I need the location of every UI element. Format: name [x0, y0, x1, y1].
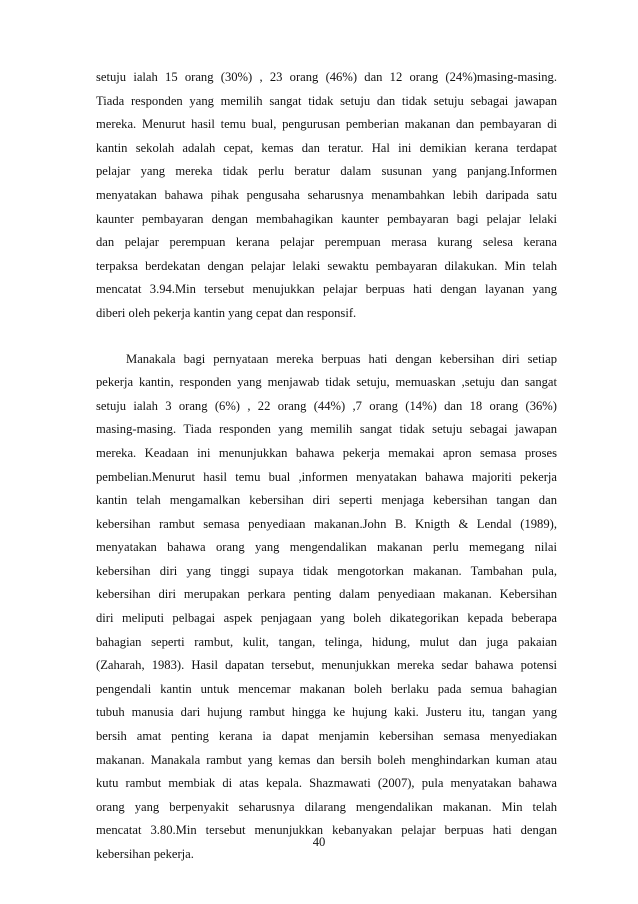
- text-line: kebersihan diri yang tinggi supaya tidak mengotorkan makanan. Tambahan pula,: [96, 563, 557, 578]
- paragraph-worker-hygiene: [96, 348, 557, 867]
- text-line: diberi oleh pekerja kantin yang cepat dan responsif.: [96, 305, 357, 320]
- text-line: mereka. Keadaan ini menunjukkan bahawa pekerja memakai apron semasa proses: [96, 445, 557, 460]
- text-line: pelajar yang mereka tidak perlu beratur dalam susunan yang panjang.Informen: [96, 164, 557, 179]
- text-line: kutu rambut membiak di atas kepala. Shazmawati (2007), pula menyatakan bahawa: [96, 776, 557, 791]
- text-line: pembelian.Menurut hasil temu bual ,informen menyatakan bahawa majoriti pekerja: [96, 469, 557, 484]
- text-line: masing-masing. Tiada responden yang memilih sangat tidak setuju sebagai jawapan: [96, 422, 557, 437]
- text-line: Manakala bagi pernyataan mereka berpuas hati dengan kebersihan diri setiap: [126, 351, 557, 366]
- text-line: bahagian seperti rambut, kulit, tangan, telinga, hidung, mulut dan juga pakaian: [96, 634, 557, 649]
- text-line: mereka. Menurut hasil temu bual, pengurusan pemberian makanan dan pembayaran di: [96, 117, 557, 132]
- text-line: mencatat 3.94.Min tersebut menujukkan pelajar berpuas hati dengan layanan yang: [96, 282, 557, 297]
- text-line: pekerja kantin, responden yang menjawab tidak setuju, memuaskan ,setuju dan sangat: [96, 375, 557, 390]
- text-line: setuju ialah 15 orang (30%) , 23 orang (46%) dan 12 orang (24%)masing-masing.: [96, 70, 557, 84]
- text-line: kebersihan pekerja.: [96, 847, 194, 861]
- text-line: makanan. Manakala rambut yang kemas dan bersih boleh menghindarkan kuman atau: [96, 752, 557, 767]
- paragraph-spacer: [96, 326, 557, 348]
- text-line: bersih amat penting kerana ia dapat menjamin kebersihan semasa menyediakan: [96, 729, 557, 744]
- text-line: menyatakan bahawa orang yang mengendalikan makanan perlu memegang nilai: [96, 540, 557, 555]
- text-line: pengendali kantin untuk mencemar makanan boleh berlaku pada semua bahagian: [96, 681, 557, 696]
- text-line: orang yang berpenyakit seharusnya dilarang mengendalikan makanan. Min telah: [96, 799, 557, 814]
- document-page: [96, 66, 557, 867]
- text-line: terpaksa berdekatan dengan pelajar lelaki sewaktu pembayaran dilakukan. Min telah: [96, 258, 557, 273]
- text-line: kantin sekolah adalah cepat, kemas dan teratur. Hal ini demikian kerana terdapat: [96, 140, 557, 155]
- page-number: 40: [312, 835, 326, 849]
- text-line: tubuh manusia dari hujung rambut hingga ke hujung kaki. Justeru itu, tangan yang: [96, 705, 557, 720]
- text-line: menyatakan bahawa pihak pengusaha seharusnya menambahkan lebih daripada satu: [96, 187, 557, 202]
- paragraph-canteen-service: [96, 66, 557, 326]
- text-line: (Zaharah, 1983). Hasil dapatan tersebut, menunjukkan mereka sedar bahawa potensi: [96, 658, 557, 673]
- text-line: kantin telah mengamalkan kebersihan diri seperti menjaga kebersihan tangan dan: [96, 493, 557, 508]
- text-line: Tiada responden yang memilih sangat tidak setuju dan tidak setuju sebagai jawapan: [96, 93, 557, 108]
- text-line: kebersihan rambut semasa penyediaan makanan.John B. Knigth & Lendal (1989),: [96, 516, 557, 531]
- text-line: kaunter pembayaran dengan membahagikan kaunter pembayaran bagi pelajar lelaki: [96, 211, 557, 226]
- text-line: mencatat 3.80.Min tersebut menunjukkan kebanyakan pelajar berpuas hati dengan: [96, 823, 557, 838]
- text-line: kebersihan diri merupakan perkara penting dalam penyediaan makanan. Kebersihan: [96, 587, 557, 602]
- text-line: diri meliputi pelbagai aspek penjagaan yang boleh dikategorikan kepada beberapa: [96, 611, 557, 626]
- text-line: dan pelajar perempuan kerana pelajar perempuan merasa kurang selesa kerana: [96, 235, 557, 250]
- text-line: setuju ialah 3 orang (6%) , 22 orang (44%) ,7 orang (14%) dan 18 orang (36%): [96, 398, 557, 413]
